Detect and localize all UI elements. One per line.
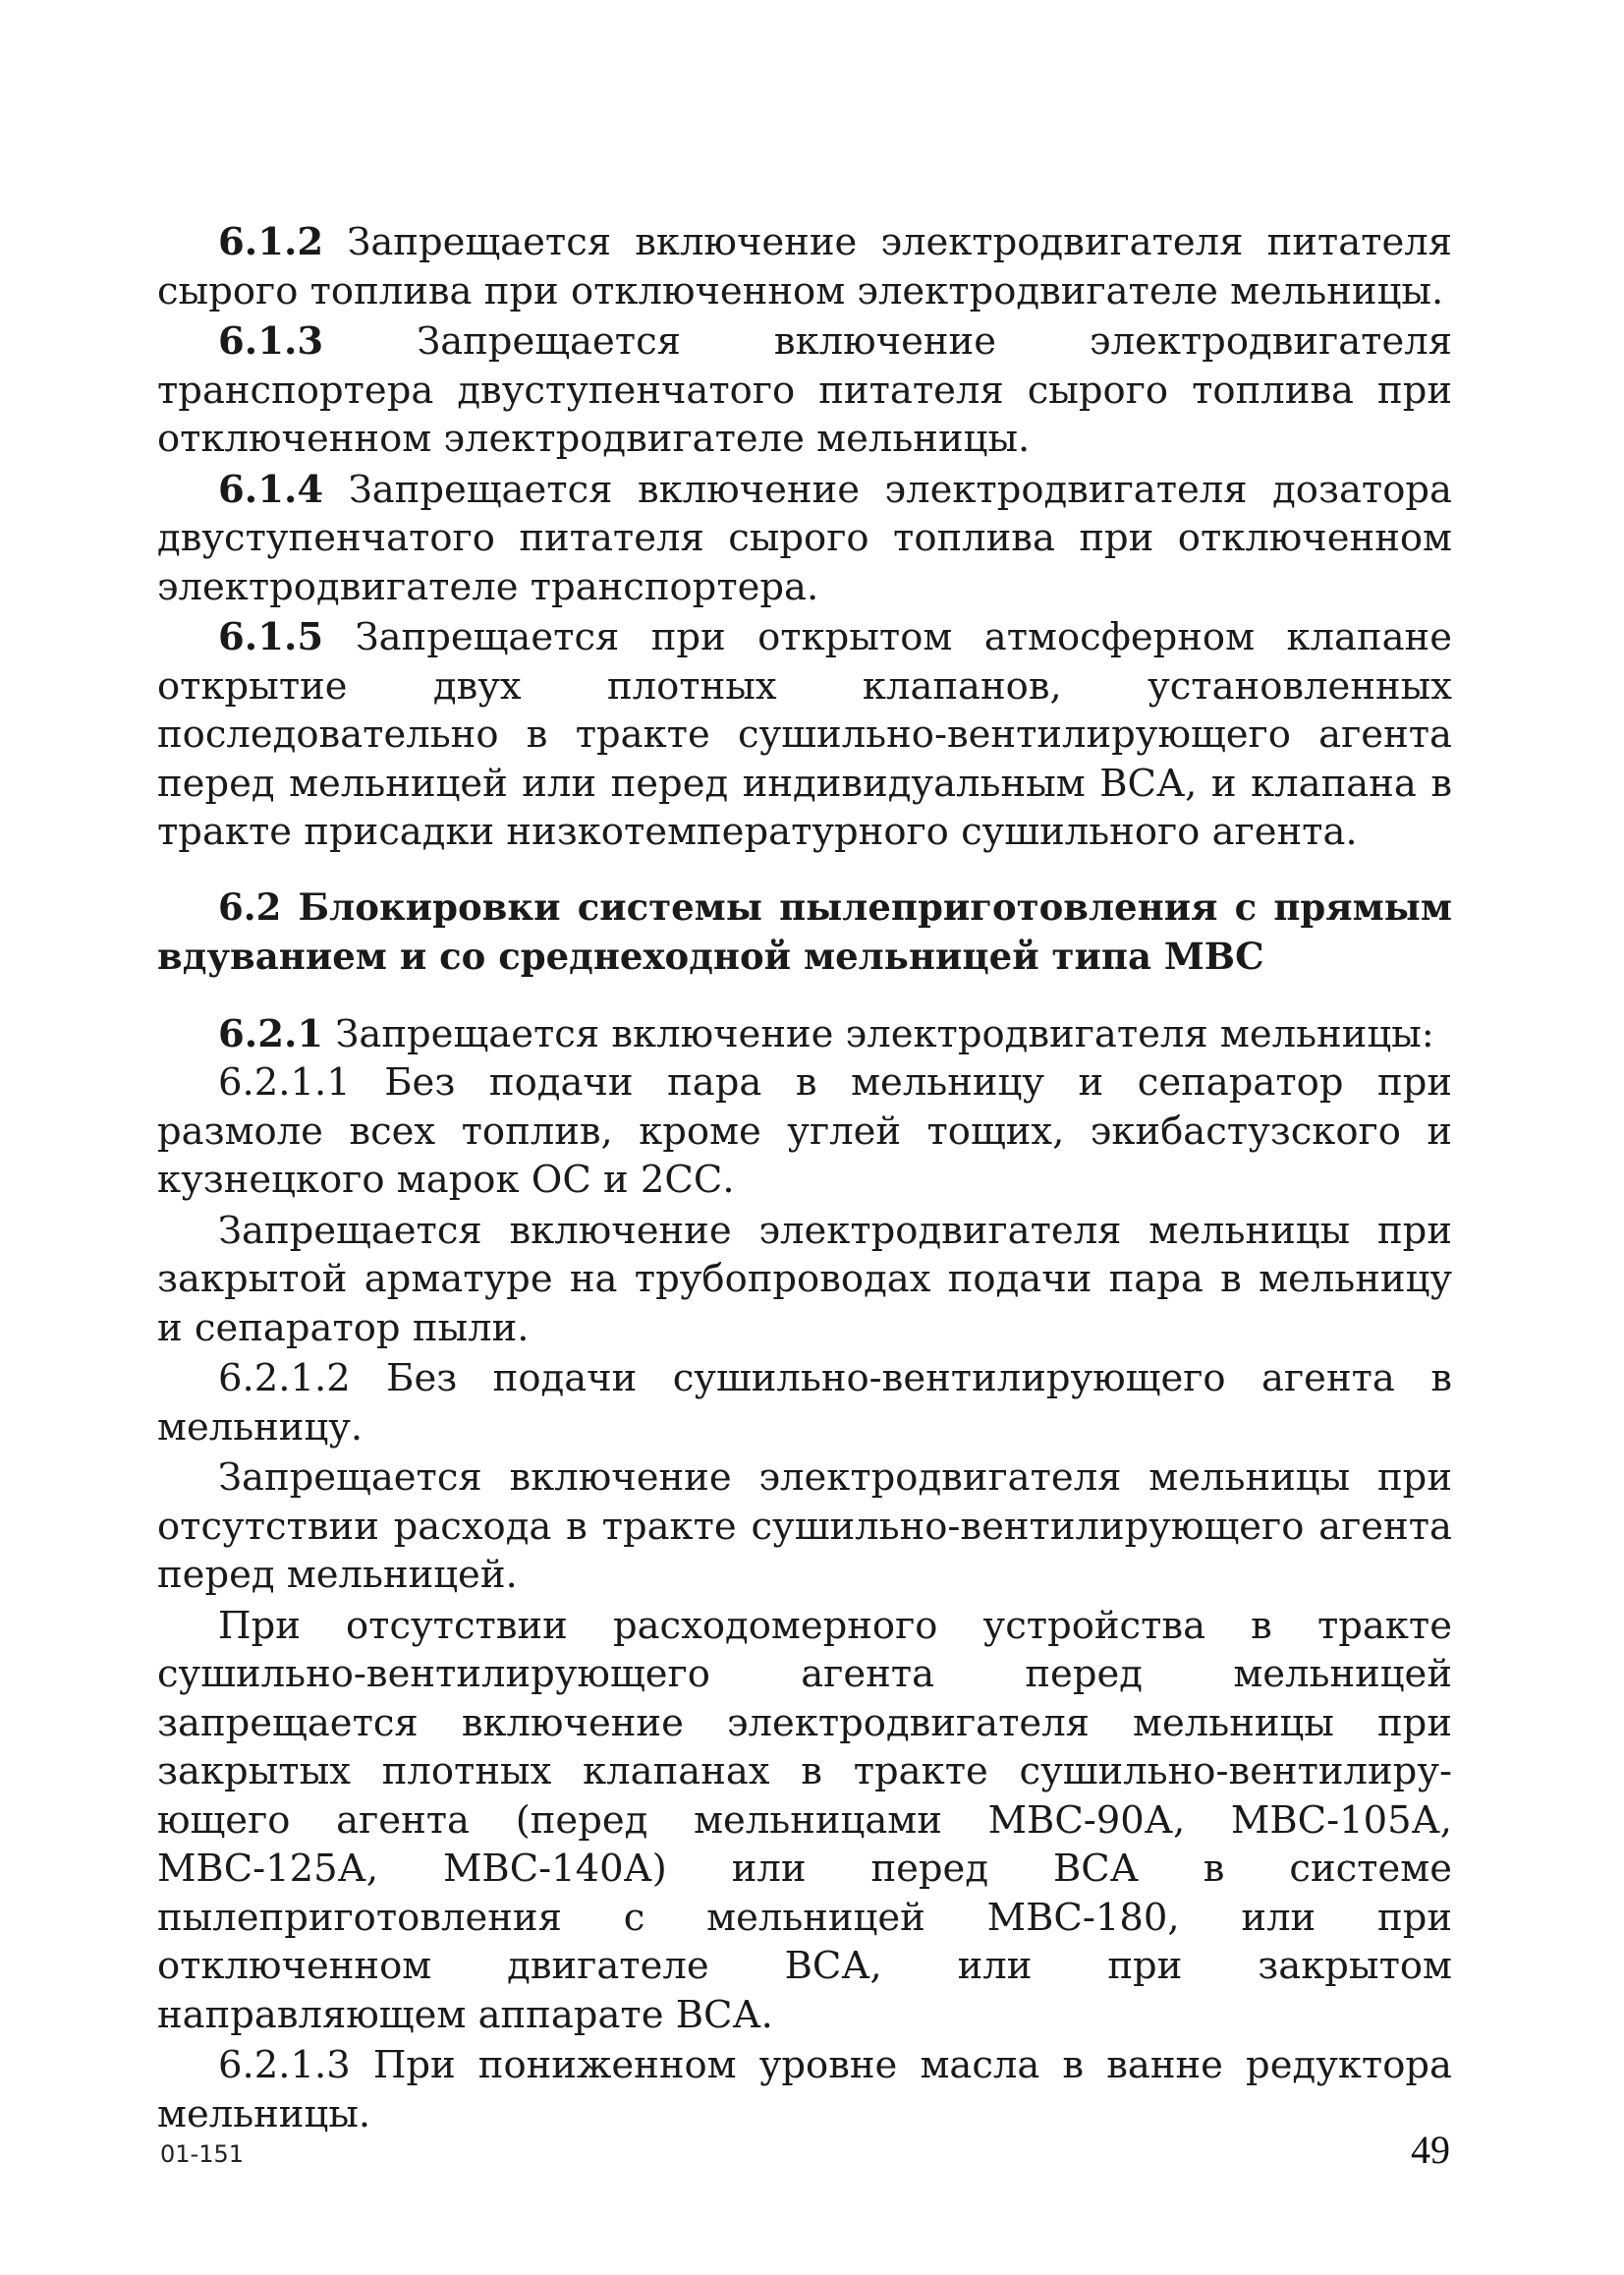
clause-text: Запрещается включение электродвигателя дозатора двуступенчатого питателя сырого топлива при отключенном электродвигателе транспортера.	[157, 467, 1452, 609]
paragraph-flowmeter-absence	[157, 1602, 1452, 2040]
paragraph-6-1-4	[157, 466, 1452, 612]
paragraph-flow-absence	[157, 1453, 1452, 1600]
document-code: 01-151	[160, 2140, 245, 2168]
section-heading-6-2: 6.2 Блокировки системы пылеприготовления с прямым вдуванием и со среднеходной мельницей типа МВС	[157, 884, 1452, 978]
clause-text: Запрещается включение электродвигателя мельницы:	[323, 1011, 1434, 1056]
clause-number: 6.2.1.2	[218, 1356, 351, 1400]
paragraph-6-1-2	[157, 218, 1452, 315]
paragraph-6-2-1-2	[157, 1354, 1452, 1451]
clause-number: 6.2.1	[218, 1011, 324, 1056]
paragraph-6-2-1-1	[157, 1058, 1452, 1205]
clause-text: Запрещается при открытом атмосферном клапане открытие двух плотных клапанов, установленных последовательно в тракте сушильно-вентилирующего агента перед мельницей или перед индивидуальным ВСА, и клапана в тракте присадки низкотемпературного сушильного агента.	[157, 615, 1452, 854]
clause-text: При отсутствии расходомерного устройства в тракте сушильно-вентилирующего агента перед мельницей запрещается включение электродвигателя мельницы при закрытых плотных клапанах в тракте сушильно-вентилирующего агента (перед мельницами МВС-90А, МВС-105А, МВС-125А, МВС-140А) или перед ВСА в системе пылеприготовления с мельницей МВС-180, или при отключенном двигателе ВСА, или при закрытом направляющем аппарате ВСА.	[157, 1603, 1452, 2037]
page-number: 49	[1411, 2128, 1450, 2172]
paragraph-6-1-3	[157, 317, 1452, 464]
clause-number: 6.2.1.3	[218, 2043, 351, 2087]
clause-number: 6.1.4	[218, 467, 324, 512]
clause-text: Запрещается включение электродвигателя питателя сырого топлива при отключенном электродвигателе мельницы.	[157, 220, 1452, 313]
paragraph-6-1-5	[157, 613, 1452, 857]
paragraph-6-2-1-3	[157, 2041, 1452, 2138]
clause-number: 6.1.2	[218, 220, 324, 264]
clause-number: 6.2.1.1	[218, 1060, 351, 1105]
clause-text: Запрещается включение электродвигателя мельницы при закрытой арматуре на трубопроводах подачи пара в мельницу и сепаратор пыли.	[157, 1208, 1452, 1350]
clause-text: Запрещается включение электродвигателя транспортера двуступенчатого питателя сырого топлива при отключенном электродвигателе мельницы.	[157, 319, 1452, 461]
document-body	[157, 218, 1452, 2138]
clause-text: Без подачи сушильно-вентилирующего агента в мельницу.	[157, 1356, 1452, 1450]
clause-number: 6.1.3	[218, 319, 324, 364]
clause-text: При пониженном уровне масла в ванне редуктора мельницы.	[157, 2043, 1452, 2136]
clause-number: 6.1.5	[218, 615, 324, 659]
clause-text: Без подачи пара в мельницу и сепаратор при размоле всех топлив, кроме углей тощих, экибастузского и кузнецкого марок ОС и 2СС.	[157, 1060, 1452, 1202]
paragraph-steam-valves	[157, 1207, 1452, 1353]
paragraph-6-2-1	[157, 1010, 1452, 1059]
clause-text: Запрещается включение электродвигателя мельницы при отсутствии расхода в тракте сушильно-вентилирующего агента перед мельницей.	[157, 1455, 1452, 1597]
